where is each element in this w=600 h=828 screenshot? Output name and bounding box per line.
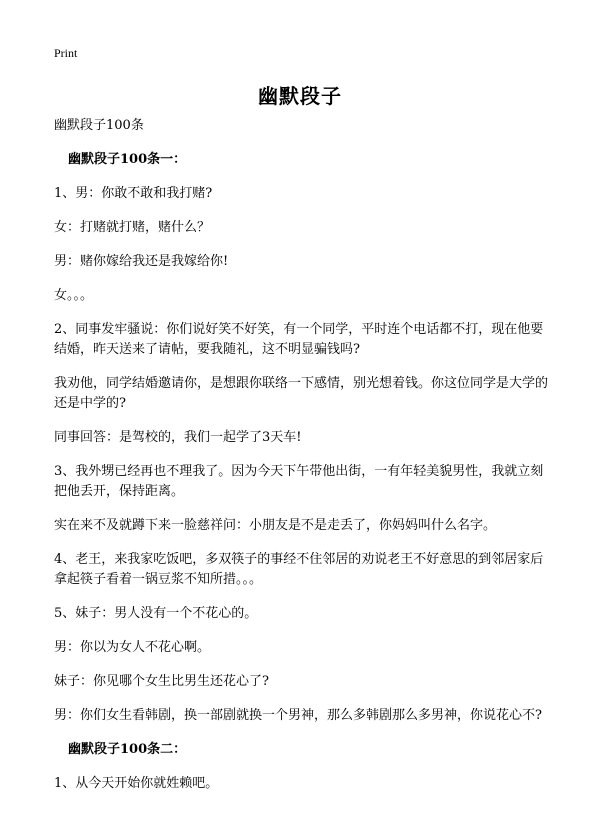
paragraph: 1、从今天开始你就姓赖吧。 [54,776,219,791]
paragraph: 男：你以为女人不花心啊。 [54,640,211,655]
document-title: 幽默段子 [258,84,342,108]
paragraph: 女：打赌就打赌，赌什么？ [54,220,211,235]
paragraph: 妹子：你见哪个女生比男生还花心了? [54,674,269,689]
paragraph-intro: 幽默段子100条 [54,118,144,133]
paragraph: 实在来不及就蹲下来一脸慈祥问：小朋友是不是走丢了，你妈妈叫什么名字。 [54,518,497,533]
paragraph: 5、妹子：男人没有一个不花心的。 [54,606,258,621]
paragraph: 女。。。 [54,288,94,303]
paragraph: 4、老王，来我家吃饭吧，多双筷子的事经不住邻居的劝说老王不好意思的到邻居家后拿起筷子看着一锅豆浆不知所措。。。 [54,552,544,587]
paragraph: 2、同事发牢骚说：你们说好笑不好笑，有一个同学，平时连个电话都不打，现在他要结婚，昨天送来了请帖，要我随礼，这不明显骗钱吗? [54,322,544,357]
paragraph: 男：你们女生看韩剧，换一部剧就换一个男神，那么多韩剧那么多男神，你说花心不? [54,708,542,723]
section-heading-2: 幽默段子100条二： [68,742,187,757]
section-heading-1: 幽默段子100条一： [68,152,187,167]
paragraph: 我劝他，同学结婚邀请你，是想跟你联络一下感情，别光想着钱。你这位同学是大学的还是中学的? [54,376,549,411]
paragraph: 同事回答：是驾校的，我们一起学了3天车! [54,430,302,445]
print-label: Print [54,46,78,60]
paragraph: 3、我外甥已经再也不理我了。因为今天下午带他出街，一有年轻美貌男性，我就立刻把他丢开，保持距离。 [54,464,544,499]
paragraph: 1、男：你敢不敢和我打赌? [54,186,213,201]
document-body [54,116,550,808]
paragraph: 男：赌你嫁给我还是我嫁给你! [54,254,229,269]
